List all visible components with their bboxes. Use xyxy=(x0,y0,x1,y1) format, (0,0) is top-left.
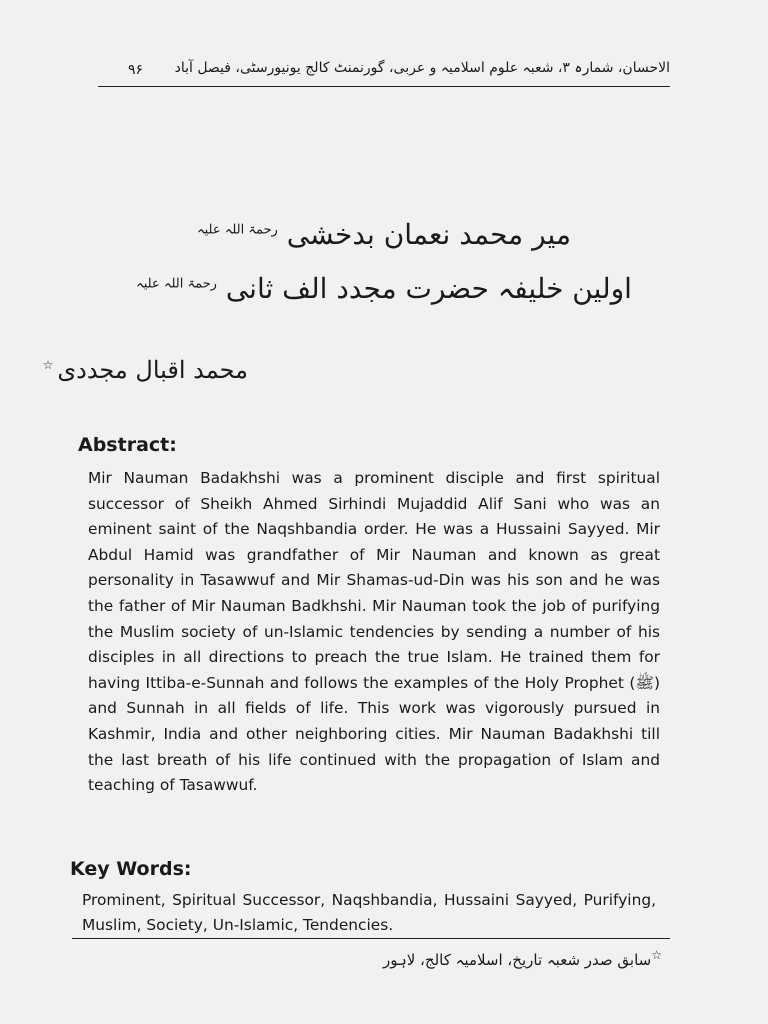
journal-title: الاحسان، شمارہ ۳، شعبہ علوم اسلامیہ و عربی، گورنمنٹ کالج یونیورسٹی، فیصل آباد xyxy=(174,60,670,76)
footnote-mark: ☆ xyxy=(651,948,662,962)
footnote xyxy=(383,948,662,969)
abstract-text-part-2: ) and Sunnah in all fields of life. This work was vigorously pursued in Kashmir, India and other neighboring cities. Mir Nauman Badakhshi till the last breath of his life continued with the propagation of Islam and teaching of Tasawwuf. xyxy=(88,673,660,795)
title-line-1-honorific: رحمۃ اللہ علیہ xyxy=(197,222,278,238)
abstract-text xyxy=(88,466,660,799)
abstract-heading: Abstract: xyxy=(78,434,177,456)
article-title-line-1 xyxy=(0,218,768,251)
abstract-text-part-1: Mir Nauman Badakhshi was a prominent disciple and first spiritual successor of Sheikh Ahmed Sirhindi Mujaddid Alif Sani who was an eminent saint of the Naqshbandia order. He was a Hussaini Sayyed. Mir Abdul Hamid was grandfather of Mir Nauman and known as great personality in Tasawwuf and Mir Shamas-ud-Din was his son and he was the father of Mir Nauman Badkhshi. Mir Nauman took the job of purifying the Muslim society of un-Islamic tendencies by sending a number of his disciples in all directions to preach the true Islam. He trained them for having Ittiba-e-Sunnah and follows the examples of the Holy Prophet ( xyxy=(88,469,660,692)
author-name: محمد اقبال مجددی xyxy=(57,356,248,384)
footnote-text: سابق صدر شعبہ تاریخ، اسلامیہ کالج، لاہور xyxy=(382,951,652,969)
salutation-glyph: ﷺ xyxy=(635,673,654,692)
author-byline xyxy=(43,356,248,384)
running-header xyxy=(98,58,670,87)
page-number: ۹۶ xyxy=(128,62,144,78)
footnote-divider xyxy=(72,938,670,939)
article-title-line-2 xyxy=(0,272,768,305)
keywords-text: Prominent, Spiritual Successor, Naqshbandia, Hussaini Sayyed, Purifying, Muslim, Society, Un-Islamic, Tendencies. xyxy=(82,891,656,934)
author-footnote-mark: ☆ xyxy=(42,358,54,372)
title-line-1-text: میر محمد نعمان بدخشی xyxy=(286,218,571,251)
keywords-heading: Key Words: xyxy=(70,858,192,880)
title-line-2-text: اولین خلیفہ حضرت مجدد الف ثانی xyxy=(225,272,632,305)
title-line-2-honorific: رحمۃ اللہ علیہ xyxy=(136,276,217,292)
